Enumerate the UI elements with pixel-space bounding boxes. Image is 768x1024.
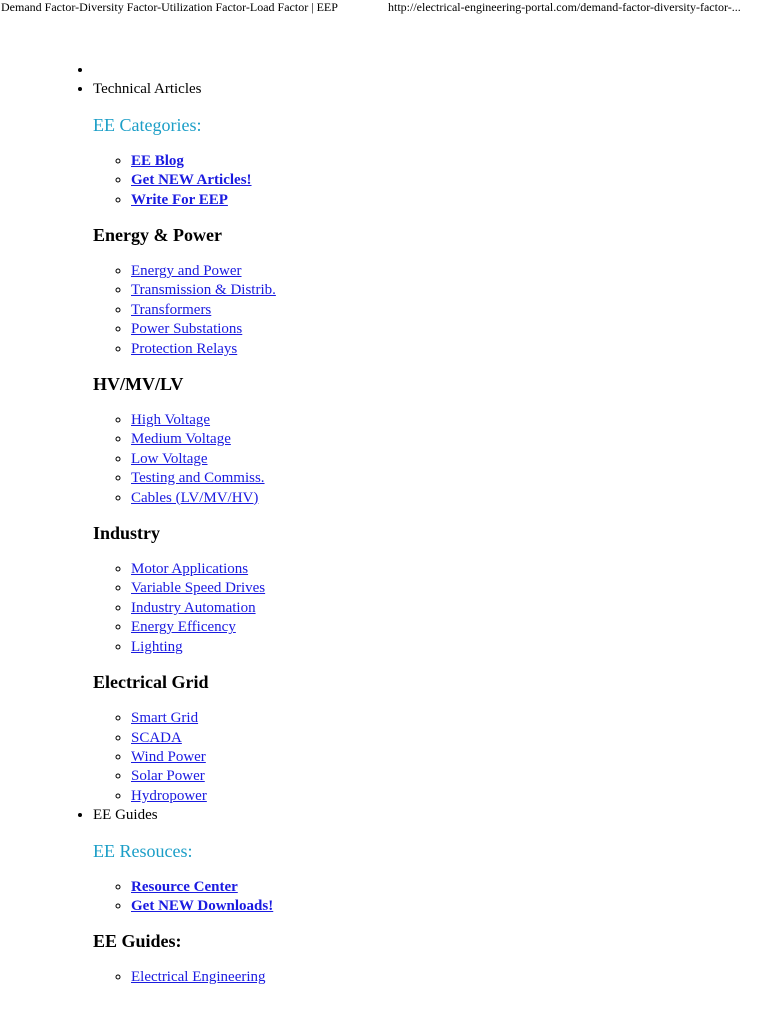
link-energy-and-power[interactable]: Energy and Power: [131, 263, 242, 280]
section-heading-industry: Industry: [93, 523, 161, 544]
section-industry: [93, 523, 768, 657]
list-item: [131, 262, 768, 281]
link-cables[interactable]: Cables (LV/MV/HV): [131, 489, 259, 506]
menu-item-ee-guides[interactable]: [93, 806, 768, 988]
link-scada[interactable]: SCADA: [131, 729, 182, 746]
section-ee-categories: [93, 115, 768, 210]
menu-item-label: EE Guides: [93, 807, 158, 824]
section-heading-ee-resources: EE Resouces:: [93, 840, 193, 861]
list-item: [131, 618, 768, 637]
list-item: [131, 430, 768, 449]
link-energy-efficency[interactable]: Energy Efficency: [131, 619, 236, 636]
list-item: [131, 729, 768, 748]
list-item: [131, 579, 768, 598]
list-item: [131, 560, 768, 579]
list-item: [131, 281, 768, 300]
link-transmission-distrib[interactable]: Transmission & Distrib.: [131, 282, 276, 299]
link-transformers[interactable]: Transformers: [131, 301, 212, 318]
link-electrical-engineering[interactable]: Electrical Engineering: [131, 969, 266, 986]
list-item: [131, 152, 768, 171]
link-get-new-downloads[interactable]: Get NEW Downloads!: [131, 897, 274, 914]
link-hydropower[interactable]: Hydropower: [131, 787, 207, 804]
list-item: [131, 450, 768, 469]
list-item: [131, 968, 768, 987]
menu-item-technical-articles[interactable]: [93, 80, 768, 806]
menu-item-empty[interactable]: [93, 61, 768, 80]
list-item: [131, 340, 768, 359]
section-ee-resources: [93, 841, 768, 917]
section-heading-ee-guides: EE Guides:: [93, 931, 182, 952]
section-energy-power: [93, 225, 768, 359]
list-item: [131, 748, 768, 767]
section-heading-electrical-grid: Electrical Grid: [93, 672, 209, 693]
link-wind-power[interactable]: Wind Power: [131, 748, 206, 765]
list-item: [131, 599, 768, 618]
link-resource-center[interactable]: Resource Center: [131, 878, 238, 895]
link-ee-blog[interactable]: EE Blog: [131, 152, 184, 169]
list-item: [131, 320, 768, 339]
section-ee-guides: [93, 931, 768, 987]
link-lighting[interactable]: Lighting: [131, 638, 183, 655]
list-item: [131, 638, 768, 657]
link-protection-relays[interactable]: Protection Relays: [131, 340, 238, 357]
link-power-substations[interactable]: Power Substations: [131, 321, 243, 338]
section-heading-hv-mv-lv: HV/MV/LV: [93, 374, 184, 395]
list-item: [131, 171, 768, 190]
section-heading-energy-power: Energy & Power: [93, 225, 222, 246]
link-write-for-eep[interactable]: Write For EEP: [131, 191, 228, 208]
main-menu: [0, 61, 768, 988]
link-get-new-articles[interactable]: Get NEW Articles!: [131, 172, 252, 189]
list-item: [131, 301, 768, 320]
list-item: [131, 411, 768, 430]
link-list-energy-power: [93, 262, 768, 359]
link-low-voltage[interactable]: Low Voltage: [131, 450, 208, 467]
print-header: [0, 0, 768, 14]
page-url: http://electrical-engineering-portal.com/demand-factor-diversity-factor-...: [388, 0, 741, 14]
link-list-ee-guides: [93, 968, 768, 987]
list-item: [131, 878, 768, 897]
list-item: [131, 191, 768, 210]
section-hv-mv-lv: [93, 374, 768, 508]
link-medium-voltage[interactable]: Medium Voltage: [131, 431, 231, 448]
link-high-voltage[interactable]: High Voltage: [131, 412, 211, 429]
list-item: [131, 469, 768, 488]
link-list-hv-mv-lv: [93, 411, 768, 508]
list-item: [131, 897, 768, 916]
page-title: Demand Factor-Diversity Factor-Utilization Factor-Load Factor | EEP: [1, 0, 338, 14]
section-heading-ee-categories: EE Categories:: [93, 114, 202, 135]
link-list-electrical-grid: [93, 709, 768, 806]
list-item: [131, 767, 768, 786]
link-industry-automation[interactable]: Industry Automation: [131, 599, 256, 616]
link-variable-speed-drives[interactable]: Variable Speed Drives: [131, 580, 266, 597]
main-content: [0, 61, 768, 988]
link-motor-applications[interactable]: Motor Applications: [131, 561, 249, 578]
list-item: [131, 709, 768, 728]
list-item: [131, 787, 768, 806]
menu-item-label: Technical Articles: [93, 81, 202, 98]
link-smart-grid[interactable]: Smart Grid: [131, 710, 199, 727]
link-list-ee-categories: [93, 152, 768, 210]
link-testing-and-commiss[interactable]: Testing and Commiss.: [131, 470, 265, 487]
section-electrical-grid: [93, 672, 768, 806]
list-item: [131, 489, 768, 508]
link-solar-power[interactable]: Solar Power: [131, 768, 205, 785]
link-list-ee-resources: [93, 878, 768, 917]
link-list-industry: [93, 560, 768, 657]
